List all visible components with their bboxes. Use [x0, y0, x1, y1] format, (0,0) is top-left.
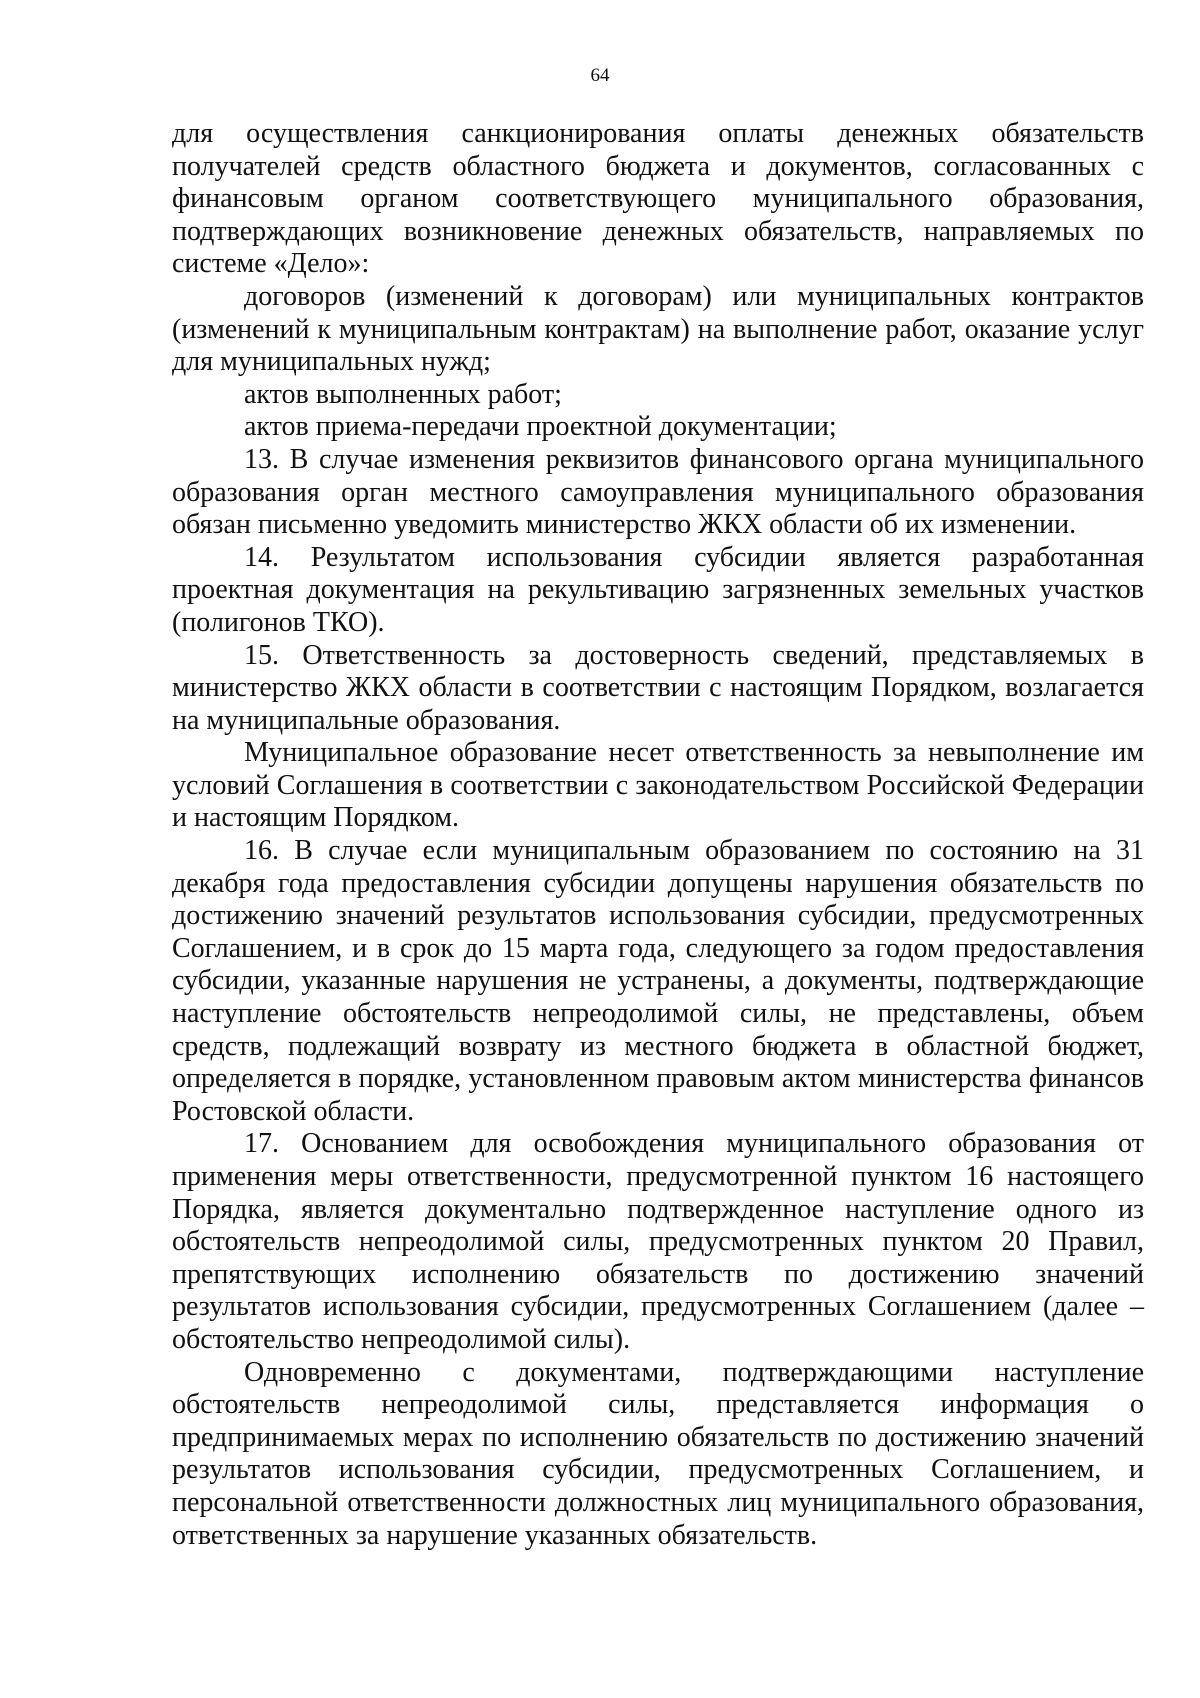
paragraph-simultaneously: Одновременно с документами, подтверждающими наступление обстоятельств непреодолимой силы, представляется информация о предпринимаемых мерах по исполнению обязательств по достижению значений результатов использования субсидии, предусмотренных Соглашением, и персональной ответственности должностных лиц муниципального образования, ответственных за нарушение указанных обязательств.: [172, 1356, 1144, 1551]
paragraph-continuation: для осуществления санкционирования оплаты денежных обязательств получателей средств областного бюджета и документов, согласованных с финансовым органом соответствующего муниципального образования, подтверждающих возникновение денежных обязательств, направляемых по системе «Дело»:: [172, 118, 1144, 280]
paragraph-acts-transfer: актов приема-передачи проектной документации;: [244, 411, 837, 443]
paragraph-item-16: 16. В случае если муниципальным образованием по состоянию на 31 декабря года предоставления субсидии допущены нарушения обязательств по достижению значений результатов использования субсидии, предусмотренных Соглашением, и в срок до 15 марта года, следующего за годом предоставления субсидии, указанные нарушения не устранены, а документы, подтверждающие наступление обстоятельств непреодолимой силы, не представлены, объем средств, подлежащий возврату из местного бюджета в областной бюджет, определяется в порядке, установленном правовым актом министерства финансов Ростовской области.: [172, 835, 1144, 1127]
paragraph-acts-works: актов выполненных работ;: [244, 378, 562, 410]
paragraph-item-17: 17. Основанием для освобождения муниципального образования от применения меры ответственности, предусмотренной пунктом 16 настоящего Порядка, является документально подтвержденное наступление одного из обстоятельств непреодолимой силы, предусмотренных пунктом 20 Правил, препятствующих исполнению обязательств по достижению значений результатов использования субсидии, предусмотренных Соглашением (далее – обстоятельство непреодолимой силы).: [172, 1128, 1144, 1355]
page-number: 64: [590, 65, 610, 86]
paragraph-responsibility: Муниципальное образование несет ответственность за невыполнение им условий Соглашения в соответствии с законодательством Российской Федерации и настоящим Порядком.: [172, 737, 1144, 834]
paragraph-contracts: договоров (изменений к договорам) или муниципальных контрактов (изменений к муниципальным контрактам) на выполнение работ, оказание услуг для муниципальных нужд;: [172, 280, 1144, 378]
document-body: [172, 118, 1144, 1552]
paragraph-item-15: 15. Ответственность за достоверность сведений, представляемых в министерство ЖКХ области в соответствии с настоящим Порядком, возлагается на муниципальные образования.: [172, 639, 1144, 736]
paragraph-item-13: 13. В случае изменения реквизитов финансового органа муниципального образования орган местного самоуправления муниципального образования обязан письменно уведомить министерство ЖКХ области об их изменении.: [172, 443, 1144, 541]
paragraph-item-14: 14. Результатом использования субсидии является разработанная проектная документация на рекультивацию загрязненных земельных участков (полигонов ТКО).: [172, 541, 1144, 638]
